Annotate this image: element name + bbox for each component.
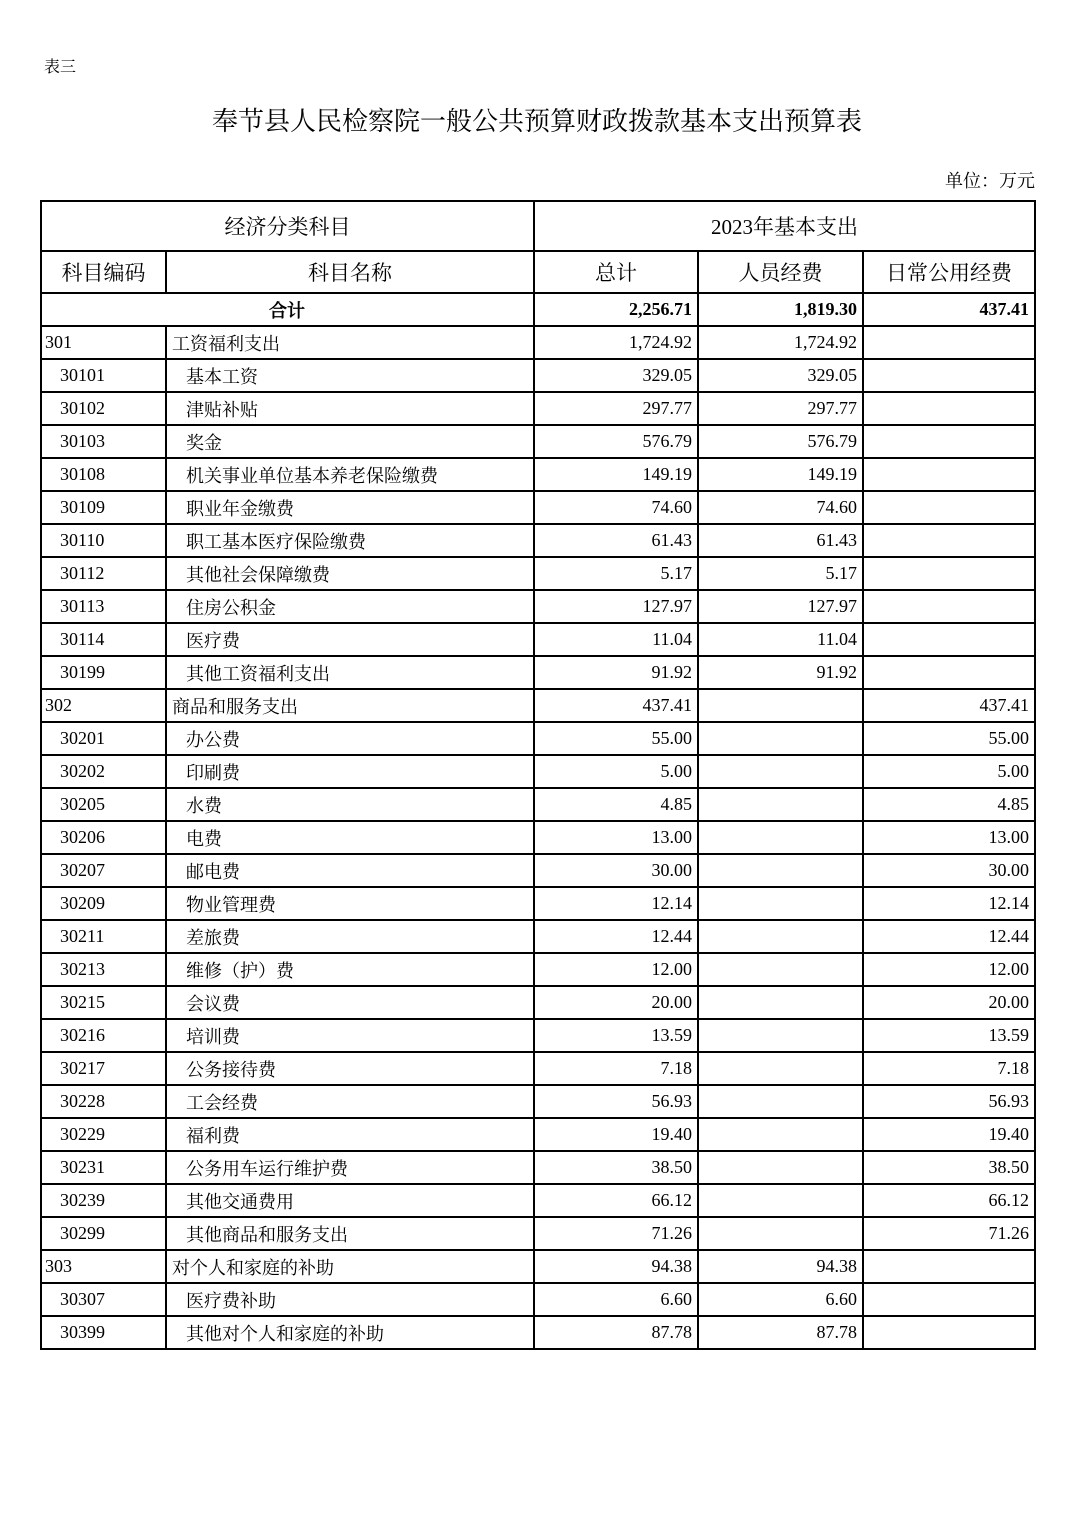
subject-code-cell: 30399 — [41, 1316, 166, 1349]
daily-public-cell: 13.59 — [863, 1019, 1035, 1052]
total-cell: 20.00 — [534, 986, 698, 1019]
subject-name-cell: 培训费 — [166, 1019, 534, 1052]
daily-public-cell: 30.00 — [863, 854, 1035, 887]
personnel-cell: 149.19 — [698, 458, 863, 491]
subject-code-cell: 30102 — [41, 392, 166, 425]
table-row — [41, 788, 1035, 821]
subject-name-cell: 会议费 — [166, 986, 534, 1019]
subject-code-cell: 301 — [41, 326, 166, 359]
daily-public-cell — [863, 359, 1035, 392]
daily-public-cell: 12.44 — [863, 920, 1035, 953]
subject-name-cell: 电费 — [166, 821, 534, 854]
personnel-cell: 127.97 — [698, 590, 863, 623]
subject-name-cell: 办公费 — [166, 722, 534, 755]
subject-code-cell: 30201 — [41, 722, 166, 755]
table-row — [41, 722, 1035, 755]
subject-code-cell: 30114 — [41, 623, 166, 656]
total-cell: 55.00 — [534, 722, 698, 755]
subject-name-cell: 福利费 — [166, 1118, 534, 1151]
header-columns-row — [41, 251, 1035, 293]
total-cell: 56.93 — [534, 1085, 698, 1118]
table-row — [41, 1316, 1035, 1349]
subject-name-cell: 其他交通费用 — [166, 1184, 534, 1217]
subject-name-cell: 医疗费补助 — [166, 1283, 534, 1316]
personnel-cell — [698, 986, 863, 1019]
table-row — [41, 920, 1035, 953]
table-row — [41, 1085, 1035, 1118]
subject-code-cell: 30101 — [41, 359, 166, 392]
personnel-cell — [698, 1052, 863, 1085]
header-2023-basic-expenditure: 2023年基本支出 — [534, 201, 1035, 251]
subject-code-cell: 30213 — [41, 953, 166, 986]
personnel-cell: 5.17 — [698, 557, 863, 590]
personnel-cell — [698, 1019, 863, 1052]
table-row — [41, 1052, 1035, 1085]
total-cell: 13.59 — [534, 1019, 698, 1052]
subject-code-cell: 30113 — [41, 590, 166, 623]
table-row — [41, 656, 1035, 689]
subject-name-cell: 职业年金缴费 — [166, 491, 534, 524]
subject-name-cell: 邮电费 — [166, 854, 534, 887]
personnel-cell: 87.78 — [698, 1316, 863, 1349]
personnel-cell — [698, 1184, 863, 1217]
personnel-cell — [698, 1085, 863, 1118]
subject-code-cell: 30216 — [41, 1019, 166, 1052]
daily-public-cell — [863, 326, 1035, 359]
daily-public-cell: 71.26 — [863, 1217, 1035, 1250]
subject-code-cell: 30209 — [41, 887, 166, 920]
table-row — [41, 524, 1035, 557]
daily-public-cell: 5.00 — [863, 755, 1035, 788]
total-cell: 11.04 — [534, 623, 698, 656]
total-cell: 38.50 — [534, 1151, 698, 1184]
daily-public-cell — [863, 656, 1035, 689]
subject-name-cell: 工资福利支出 — [166, 326, 534, 359]
header-total: 总计 — [534, 251, 698, 293]
subject-code-cell: 30108 — [41, 458, 166, 491]
daily-public-cell — [863, 1283, 1035, 1316]
table-row — [41, 359, 1035, 392]
subject-name-cell: 维修（护）费 — [166, 953, 534, 986]
table-row — [41, 590, 1035, 623]
table-row — [41, 425, 1035, 458]
total-cell: 74.60 — [534, 491, 698, 524]
personnel-cell — [698, 1118, 863, 1151]
subject-code-cell: 30229 — [41, 1118, 166, 1151]
daily-public-cell: 38.50 — [863, 1151, 1035, 1184]
table-row — [41, 986, 1035, 1019]
subject-name-cell: 津贴补贴 — [166, 392, 534, 425]
subject-code-cell: 30307 — [41, 1283, 166, 1316]
total-cell: 13.00 — [534, 821, 698, 854]
table-header — [41, 201, 1035, 293]
subject-code-cell: 30299 — [41, 1217, 166, 1250]
personnel-cell: 91.92 — [698, 656, 863, 689]
daily-public-cell — [863, 623, 1035, 656]
page-title: 奉节县人民检察院一般公共预算财政拨款基本支出预算表 — [211, 107, 862, 136]
personnel-cell — [698, 755, 863, 788]
subject-name-cell: 对个人和家庭的补助 — [166, 1250, 534, 1283]
personnel-cell — [698, 1217, 863, 1250]
personnel-cell: 576.79 — [698, 425, 863, 458]
subject-name-cell: 公务用车运行维护费 — [166, 1151, 534, 1184]
daily-public-cell: 7.18 — [863, 1052, 1035, 1085]
subject-name-cell: 奖金 — [166, 425, 534, 458]
table-row — [41, 458, 1035, 491]
total-cell: 12.44 — [534, 920, 698, 953]
table-label: 表三 — [44, 59, 77, 76]
subject-name-cell: 基本工资 — [166, 359, 534, 392]
daily-public-cell: 4.85 — [863, 788, 1035, 821]
personnel-cell: 11.04 — [698, 623, 863, 656]
personnel-cell — [698, 887, 863, 920]
total-cell: 61.43 — [534, 524, 698, 557]
daily-public-cell: 12.00 — [863, 953, 1035, 986]
personnel-cell: 6.60 — [698, 1283, 863, 1316]
total-cell: 437.41 — [534, 689, 698, 722]
personnel-cell: 74.60 — [698, 491, 863, 524]
daily-public-cell: 12.14 — [863, 887, 1035, 920]
subject-code-cell: 30215 — [41, 986, 166, 1019]
subject-code-cell: 30109 — [41, 491, 166, 524]
total-cell: 19.40 — [534, 1118, 698, 1151]
total-row-personnel: 1,819.30 — [698, 293, 863, 326]
table-row — [41, 1283, 1035, 1316]
total-cell: 329.05 — [534, 359, 698, 392]
table-row — [41, 755, 1035, 788]
personnel-cell: 297.77 — [698, 392, 863, 425]
subject-name-cell: 工会经费 — [166, 1085, 534, 1118]
total-cell: 87.78 — [534, 1316, 698, 1349]
subject-name-cell: 物业管理费 — [166, 887, 534, 920]
subject-name-cell: 印刷费 — [166, 755, 534, 788]
personnel-cell — [698, 689, 863, 722]
personnel-cell — [698, 920, 863, 953]
subject-code-cell: 30110 — [41, 524, 166, 557]
header-group-row — [41, 201, 1035, 251]
subject-code-cell: 30239 — [41, 1184, 166, 1217]
subject-code-cell: 30205 — [41, 788, 166, 821]
subject-code-cell: 303 — [41, 1250, 166, 1283]
daily-public-cell — [863, 1250, 1035, 1283]
total-cell: 4.85 — [534, 788, 698, 821]
subject-code-cell: 30206 — [41, 821, 166, 854]
total-cell: 66.12 — [534, 1184, 698, 1217]
table-row — [41, 1217, 1035, 1250]
subject-name-cell: 差旅费 — [166, 920, 534, 953]
header-personnel-funds: 人员经费 — [698, 251, 863, 293]
subject-code-cell: 30207 — [41, 854, 166, 887]
daily-public-cell — [863, 1316, 1035, 1349]
total-cell: 1,724.92 — [534, 326, 698, 359]
total-cell: 71.26 — [534, 1217, 698, 1250]
subject-name-cell: 公务接待费 — [166, 1052, 534, 1085]
budget-table — [40, 200, 1036, 1350]
table-row — [41, 1250, 1035, 1283]
daily-public-cell: 437.41 — [863, 689, 1035, 722]
total-cell: 127.97 — [534, 590, 698, 623]
daily-public-cell — [863, 590, 1035, 623]
total-cell: 149.19 — [534, 458, 698, 491]
personnel-cell: 61.43 — [698, 524, 863, 557]
table-row — [41, 392, 1035, 425]
table-row — [41, 854, 1035, 887]
table-row — [41, 326, 1035, 359]
table-row — [41, 557, 1035, 590]
subject-name-cell: 其他工资福利支出 — [166, 656, 534, 689]
subject-name-cell: 水费 — [166, 788, 534, 821]
subject-name-cell: 机关事业单位基本养老保险缴费 — [166, 458, 534, 491]
subject-code-cell: 30199 — [41, 656, 166, 689]
subject-name-cell: 商品和服务支出 — [166, 689, 534, 722]
daily-public-cell — [863, 458, 1035, 491]
total-row-total: 2,256.71 — [534, 293, 698, 326]
unit-note: 单位：万元 — [945, 171, 1035, 191]
personnel-cell: 1,724.92 — [698, 326, 863, 359]
daily-public-cell: 56.93 — [863, 1085, 1035, 1118]
total-cell: 30.00 — [534, 854, 698, 887]
table-row — [41, 953, 1035, 986]
subject-code-cell: 30103 — [41, 425, 166, 458]
total-cell: 297.77 — [534, 392, 698, 425]
table-row — [41, 887, 1035, 920]
daily-public-cell — [863, 392, 1035, 425]
daily-public-cell: 55.00 — [863, 722, 1035, 755]
table-body — [41, 293, 1035, 1349]
personnel-cell — [698, 821, 863, 854]
table-row — [41, 1019, 1035, 1052]
subject-code-cell: 30202 — [41, 755, 166, 788]
total-row-daily: 437.41 — [863, 293, 1035, 326]
daily-public-cell — [863, 524, 1035, 557]
subject-code-cell: 30228 — [41, 1085, 166, 1118]
subject-code-cell: 30211 — [41, 920, 166, 953]
total-cell: 12.00 — [534, 953, 698, 986]
table-row — [41, 1118, 1035, 1151]
total-row-label: 合计 — [41, 293, 534, 326]
table-row — [41, 689, 1035, 722]
subject-name-cell: 职工基本医疗保险缴费 — [166, 524, 534, 557]
table-row — [41, 491, 1035, 524]
personnel-cell — [698, 1151, 863, 1184]
subject-code-cell: 30231 — [41, 1151, 166, 1184]
personnel-cell — [698, 722, 863, 755]
personnel-cell: 329.05 — [698, 359, 863, 392]
subject-name-cell: 其他对个人和家庭的补助 — [166, 1316, 534, 1349]
subject-name-cell: 其他商品和服务支出 — [166, 1217, 534, 1250]
subject-name-cell: 其他社会保障缴费 — [166, 557, 534, 590]
header-daily-public-funds: 日常公用经费 — [863, 251, 1035, 293]
daily-public-cell: 20.00 — [863, 986, 1035, 1019]
header-subject-name: 科目名称 — [166, 251, 534, 293]
header-subject-code: 科目编码 — [41, 251, 166, 293]
personnel-cell: 94.38 — [698, 1250, 863, 1283]
total-cell: 94.38 — [534, 1250, 698, 1283]
daily-public-cell — [863, 491, 1035, 524]
daily-public-cell: 13.00 — [863, 821, 1035, 854]
table-row — [41, 1151, 1035, 1184]
total-cell: 12.14 — [534, 887, 698, 920]
total-cell: 7.18 — [534, 1052, 698, 1085]
total-cell: 6.60 — [534, 1283, 698, 1316]
subject-name-cell: 住房公积金 — [166, 590, 534, 623]
header-economic-classification: 经济分类科目 — [41, 201, 534, 251]
total-cell: 5.00 — [534, 755, 698, 788]
subject-code-cell: 302 — [41, 689, 166, 722]
personnel-cell — [698, 854, 863, 887]
total-cell: 576.79 — [534, 425, 698, 458]
subject-code-cell: 30217 — [41, 1052, 166, 1085]
subject-code-cell: 30112 — [41, 557, 166, 590]
daily-public-cell: 66.12 — [863, 1184, 1035, 1217]
total-cell: 5.17 — [534, 557, 698, 590]
personnel-cell — [698, 953, 863, 986]
personnel-cell — [698, 788, 863, 821]
total-row — [41, 293, 1035, 326]
daily-public-cell: 19.40 — [863, 1118, 1035, 1151]
table-row — [41, 623, 1035, 656]
daily-public-cell — [863, 425, 1035, 458]
table-row — [41, 821, 1035, 854]
daily-public-cell — [863, 557, 1035, 590]
total-cell: 91.92 — [534, 656, 698, 689]
subject-name-cell: 医疗费 — [166, 623, 534, 656]
table-row — [41, 1184, 1035, 1217]
